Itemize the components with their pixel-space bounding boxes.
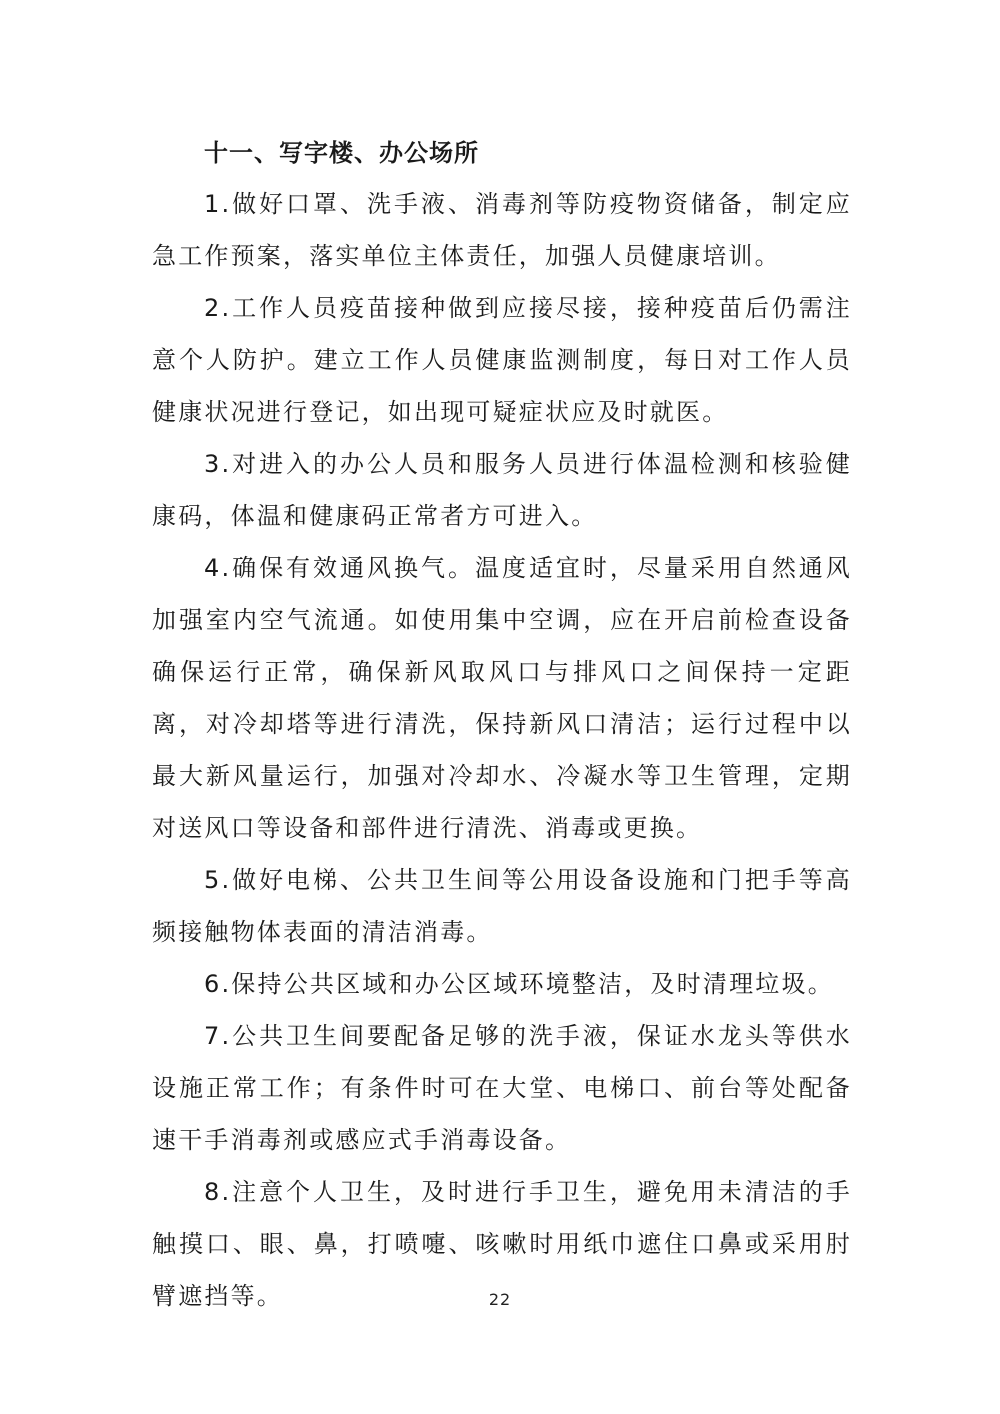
page-number: 22	[488, 1290, 512, 1309]
section-heading: 十一、写字楼、办公场所	[204, 139, 479, 167]
paragraph-3: 3.对进入的办公人员和服务人员进行体温检测和核验健康码，体温和健康码正常者方可进入。	[152, 450, 852, 530]
paragraph-6: 6.保持公共区域和办公区域环境整洁，及时清理垃圾。	[204, 970, 834, 998]
paragraph-1: 1.做好口罩、洗手液、消毒剂等防疫物资储备，制定应急工作预案，落实单位主体责任，加强人员健康培训。	[152, 190, 852, 270]
paragraph-7: 7.公共卫生间要配备足够的洗手液，保证水龙头等供水设施正常工作；有条件时可在大堂、电梯口、前台等处配备速干手消毒剂或感应式手消毒设备。	[152, 1022, 852, 1154]
document-body	[152, 128, 852, 1322]
paragraph-4: 4.确保有效通风换气。温度适宜时，尽量采用自然通风加强室内空气流通。如使用集中空调，应在开启前检查设备确保运行正常，确保新风取风口与排风口之间保持一定距离，对冷却塔等进行清洗，保持新风口清洁；运行过程中以最大新风量运行，加强对冷却水、冷凝水等卫生管理，定期对送风口等设备和部件进行清洗、消毒或更换。	[152, 554, 852, 842]
paragraph-2: 2.工作人员疫苗接种做到应接尽接，接种疫苗后仍需注意个人防护。建立工作人员健康监测制度，每日对工作人员健康状况进行登记，如出现可疑症状应及时就医。	[152, 294, 852, 426]
paragraph-5: 5.做好电梯、公共卫生间等公用设备设施和门把手等高频接触物体表面的清洁消毒。	[152, 866, 852, 946]
paragraph-8: 8.注意个人卫生，及时进行手卫生，避免用未清洁的手触摸口、眼、鼻，打喷嚏、咳嗽时用纸巾遮住口鼻或采用肘臂遮挡等。	[152, 1178, 852, 1310]
